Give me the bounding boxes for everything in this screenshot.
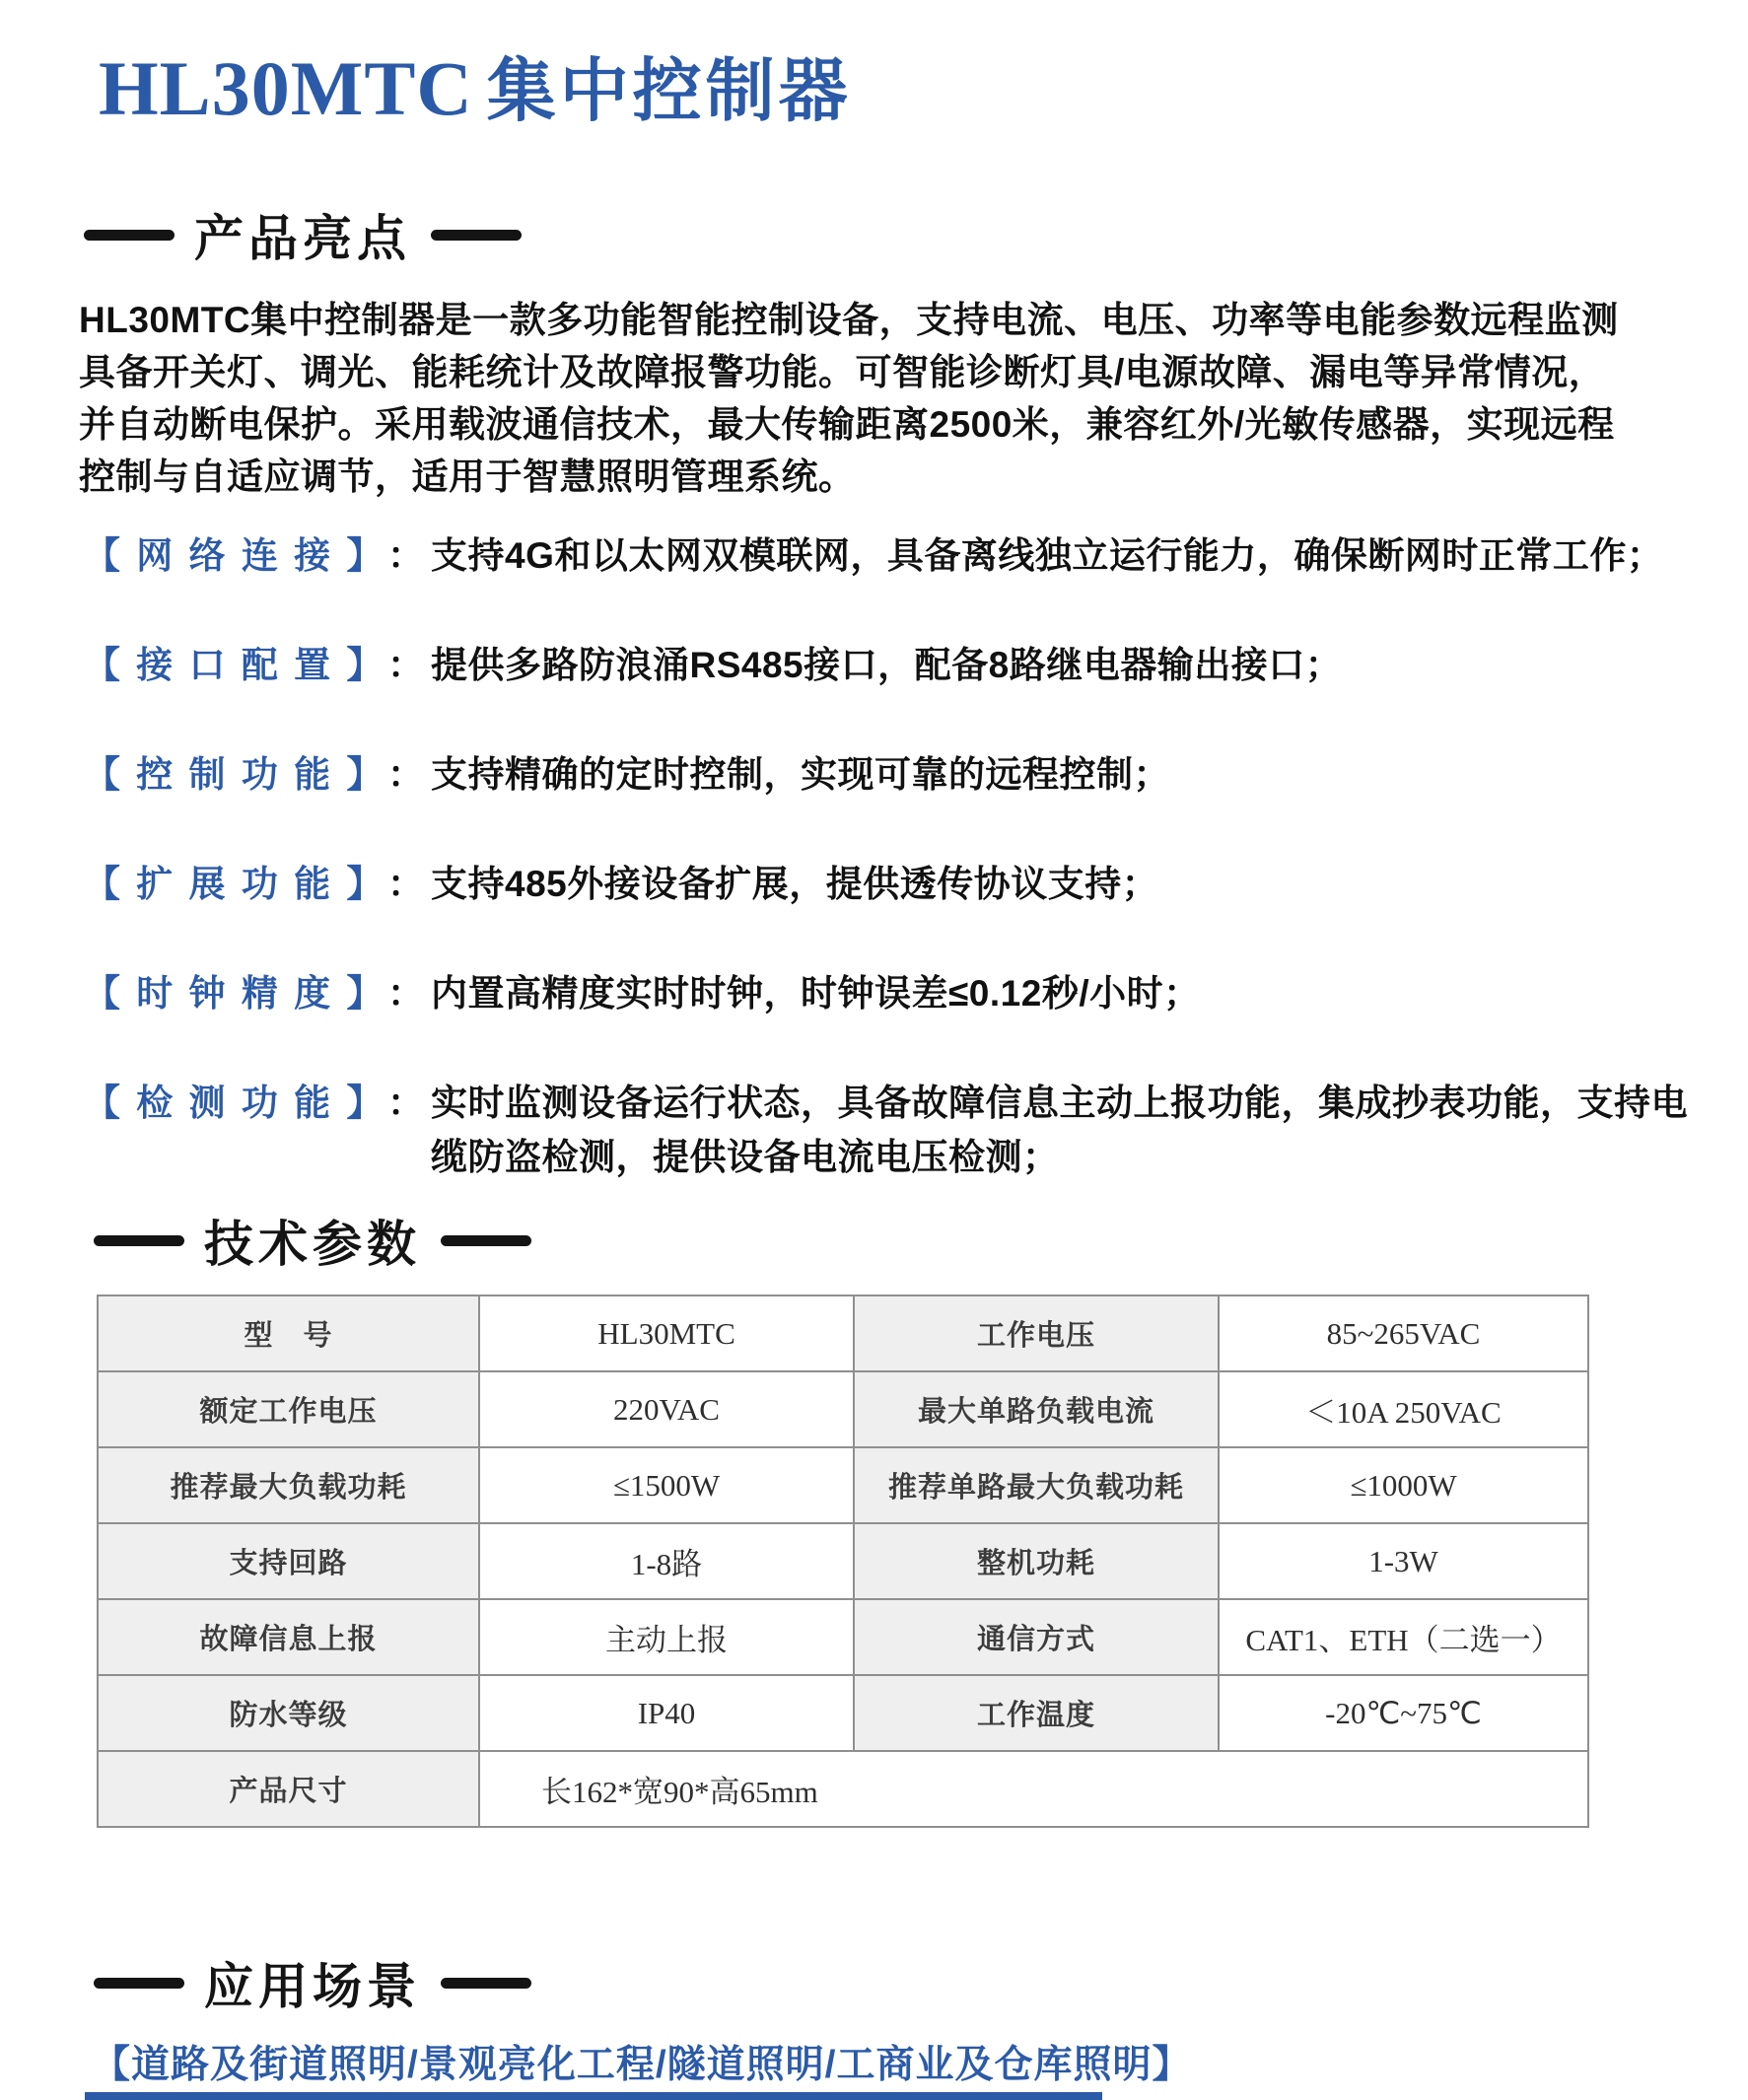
spec-label-cell: 整机功耗 (854, 1523, 1219, 1599)
feature-list (84, 534, 1701, 1245)
feature-label: 【 控 制 功 能 】 (84, 754, 386, 795)
spec-row (98, 1523, 1588, 1599)
feature-text: 内置高精度实时时钟，时钟误差≤0.12秒/小时； (431, 973, 1201, 1014)
spec-label-cell: 最大单路负载电流 (854, 1371, 1219, 1447)
heading-dash-icon (84, 230, 175, 241)
feature-colon: ： (387, 973, 424, 1014)
feature-text: 支持4G和以太网双模联网，具备离线独立运行能力，确保断网时正常工作； (431, 535, 1664, 576)
spec-row (98, 1295, 1588, 1371)
feature-label: 【 检 测 功 能 】 (84, 1083, 386, 1123)
feature-colon: ： (387, 1083, 424, 1123)
spec-value-cell: 220VAC (479, 1371, 854, 1447)
spec-table (97, 1295, 1589, 1828)
spec-value-cell: -20℃~75℃ (1219, 1675, 1588, 1751)
feature-text: 实时监测设备运行状态，具备故障信息主动上报功能，集成抄表功能，支持电缆防盗检测，提供设备电流电压检测； (431, 1083, 1688, 1177)
spec-value-cell: CAT1、ETH（二选一） (1219, 1599, 1588, 1675)
spec-value-cell: 主动上报 (479, 1599, 854, 1675)
spec-row (98, 1599, 1588, 1675)
spec-label-cell: 推荐单路最大负载功耗 (854, 1447, 1219, 1523)
product-intro-paragraph (79, 294, 1715, 503)
feature-label: 【 时 钟 精 度 】 (84, 973, 386, 1014)
feature-colon: ： (387, 864, 424, 904)
title-product-name: 集中控制器 (486, 52, 852, 129)
feature-colon: ： (387, 645, 424, 685)
spec-label-cell: 额定工作电压 (98, 1371, 479, 1447)
application-scenarios-text: 【道路及街道照明/景观亮化工程/隧道照明/工商业及仓库照明】 (92, 2044, 1192, 2086)
feature-item-interface (84, 644, 1701, 692)
heading-dash-icon (431, 230, 522, 241)
spec-label-cell: 防水等级 (98, 1675, 479, 1751)
feature-text: 支持精确的定时控制，实现可靠的远程控制； (431, 754, 1170, 795)
spec-value-cell: ＜10A 250VAC (1219, 1371, 1588, 1447)
feature-item-network (84, 534, 1701, 583)
feature-label: 【 网 络 连 接 】 (84, 535, 386, 576)
spec-value-cell: ≤1000W (1219, 1447, 1588, 1523)
heading-dash-icon (94, 1235, 184, 1246)
feature-item-expansion (84, 863, 1701, 911)
feature-label: 【 接 口 配 置 】 (84, 645, 386, 685)
title-model-code: HL30MTC (99, 45, 473, 131)
spec-value-cell: 1-8路 (479, 1523, 854, 1599)
feature-label: 【 扩 展 功 能 】 (84, 864, 386, 904)
spec-label-cell: 推荐最大负载功耗 (98, 1447, 479, 1523)
spec-value-cell: IP40 (479, 1675, 854, 1751)
spec-row-dimensions (98, 1751, 1588, 1827)
feature-text: 提供多路防浪涌RS485接口，配备8路继电器输出接口； (431, 645, 1343, 685)
applications-heading-text: 应用场景 (204, 1959, 421, 2014)
spec-value-cell: 85~265VAC (1219, 1295, 1588, 1371)
spec-label-cell: 故障信息上报 (98, 1599, 479, 1675)
highlights-heading-text: 产品亮点 (194, 211, 411, 266)
specs-section-heading (94, 1205, 531, 1276)
spec-label-cell: 工作温度 (854, 1675, 1219, 1751)
feature-text: 支持485外接设备扩展，提供透传协议支持； (431, 864, 1159, 904)
spec-value-cell: 长162*宽90*高65mm (479, 1751, 1588, 1827)
spec-value-cell: HL30MTC (479, 1295, 854, 1371)
spec-label-cell: 产品尺寸 (98, 1751, 479, 1827)
spec-row (98, 1675, 1588, 1751)
feature-item-control (84, 753, 1701, 802)
intro-line: 并自动断电保护。采用载波通信技术，最大传输距离2500米，兼容红外/光敏传感器，实现远程 (79, 404, 1615, 445)
feature-item-clock (84, 972, 1701, 1020)
spec-row (98, 1371, 1588, 1447)
heading-dash-icon (441, 1978, 531, 1989)
spec-label-cell: 工作电压 (854, 1295, 1219, 1371)
heading-dash-icon (94, 1978, 184, 1989)
feature-colon: ： (387, 535, 424, 576)
feature-item-monitoring (84, 1082, 1701, 1184)
bottom-accent-bar (85, 2092, 1102, 2100)
heading-dash-icon (441, 1235, 531, 1246)
spec-label-cell: 支持回路 (98, 1523, 479, 1599)
page-title (99, 35, 852, 135)
intro-line: 控制与自适应调节，适用于智慧照明管理系统。 (79, 456, 856, 497)
intro-line: HL30MTC集中控制器是一款多功能智能控制设备，支持电流、电压、功率等电能参数远程监测 (79, 300, 1619, 340)
specs-heading-text: 技术参数 (204, 1217, 421, 1272)
spec-row (98, 1447, 1588, 1523)
intro-line: 具备开关灯、调光、能耗统计及故障报警功能。可智能诊断灯具/电源故障、漏电等异常情况， (79, 352, 1606, 392)
spec-value-cell: 1-3W (1219, 1523, 1588, 1599)
spec-value-cell: ≤1500W (479, 1447, 854, 1523)
applications-section-heading (94, 1947, 531, 2018)
feature-colon: ： (387, 754, 424, 795)
spec-label-cell: 通信方式 (854, 1599, 1219, 1675)
highlights-section-heading (84, 199, 522, 270)
spec-label-cell: 型 号 (98, 1295, 479, 1371)
